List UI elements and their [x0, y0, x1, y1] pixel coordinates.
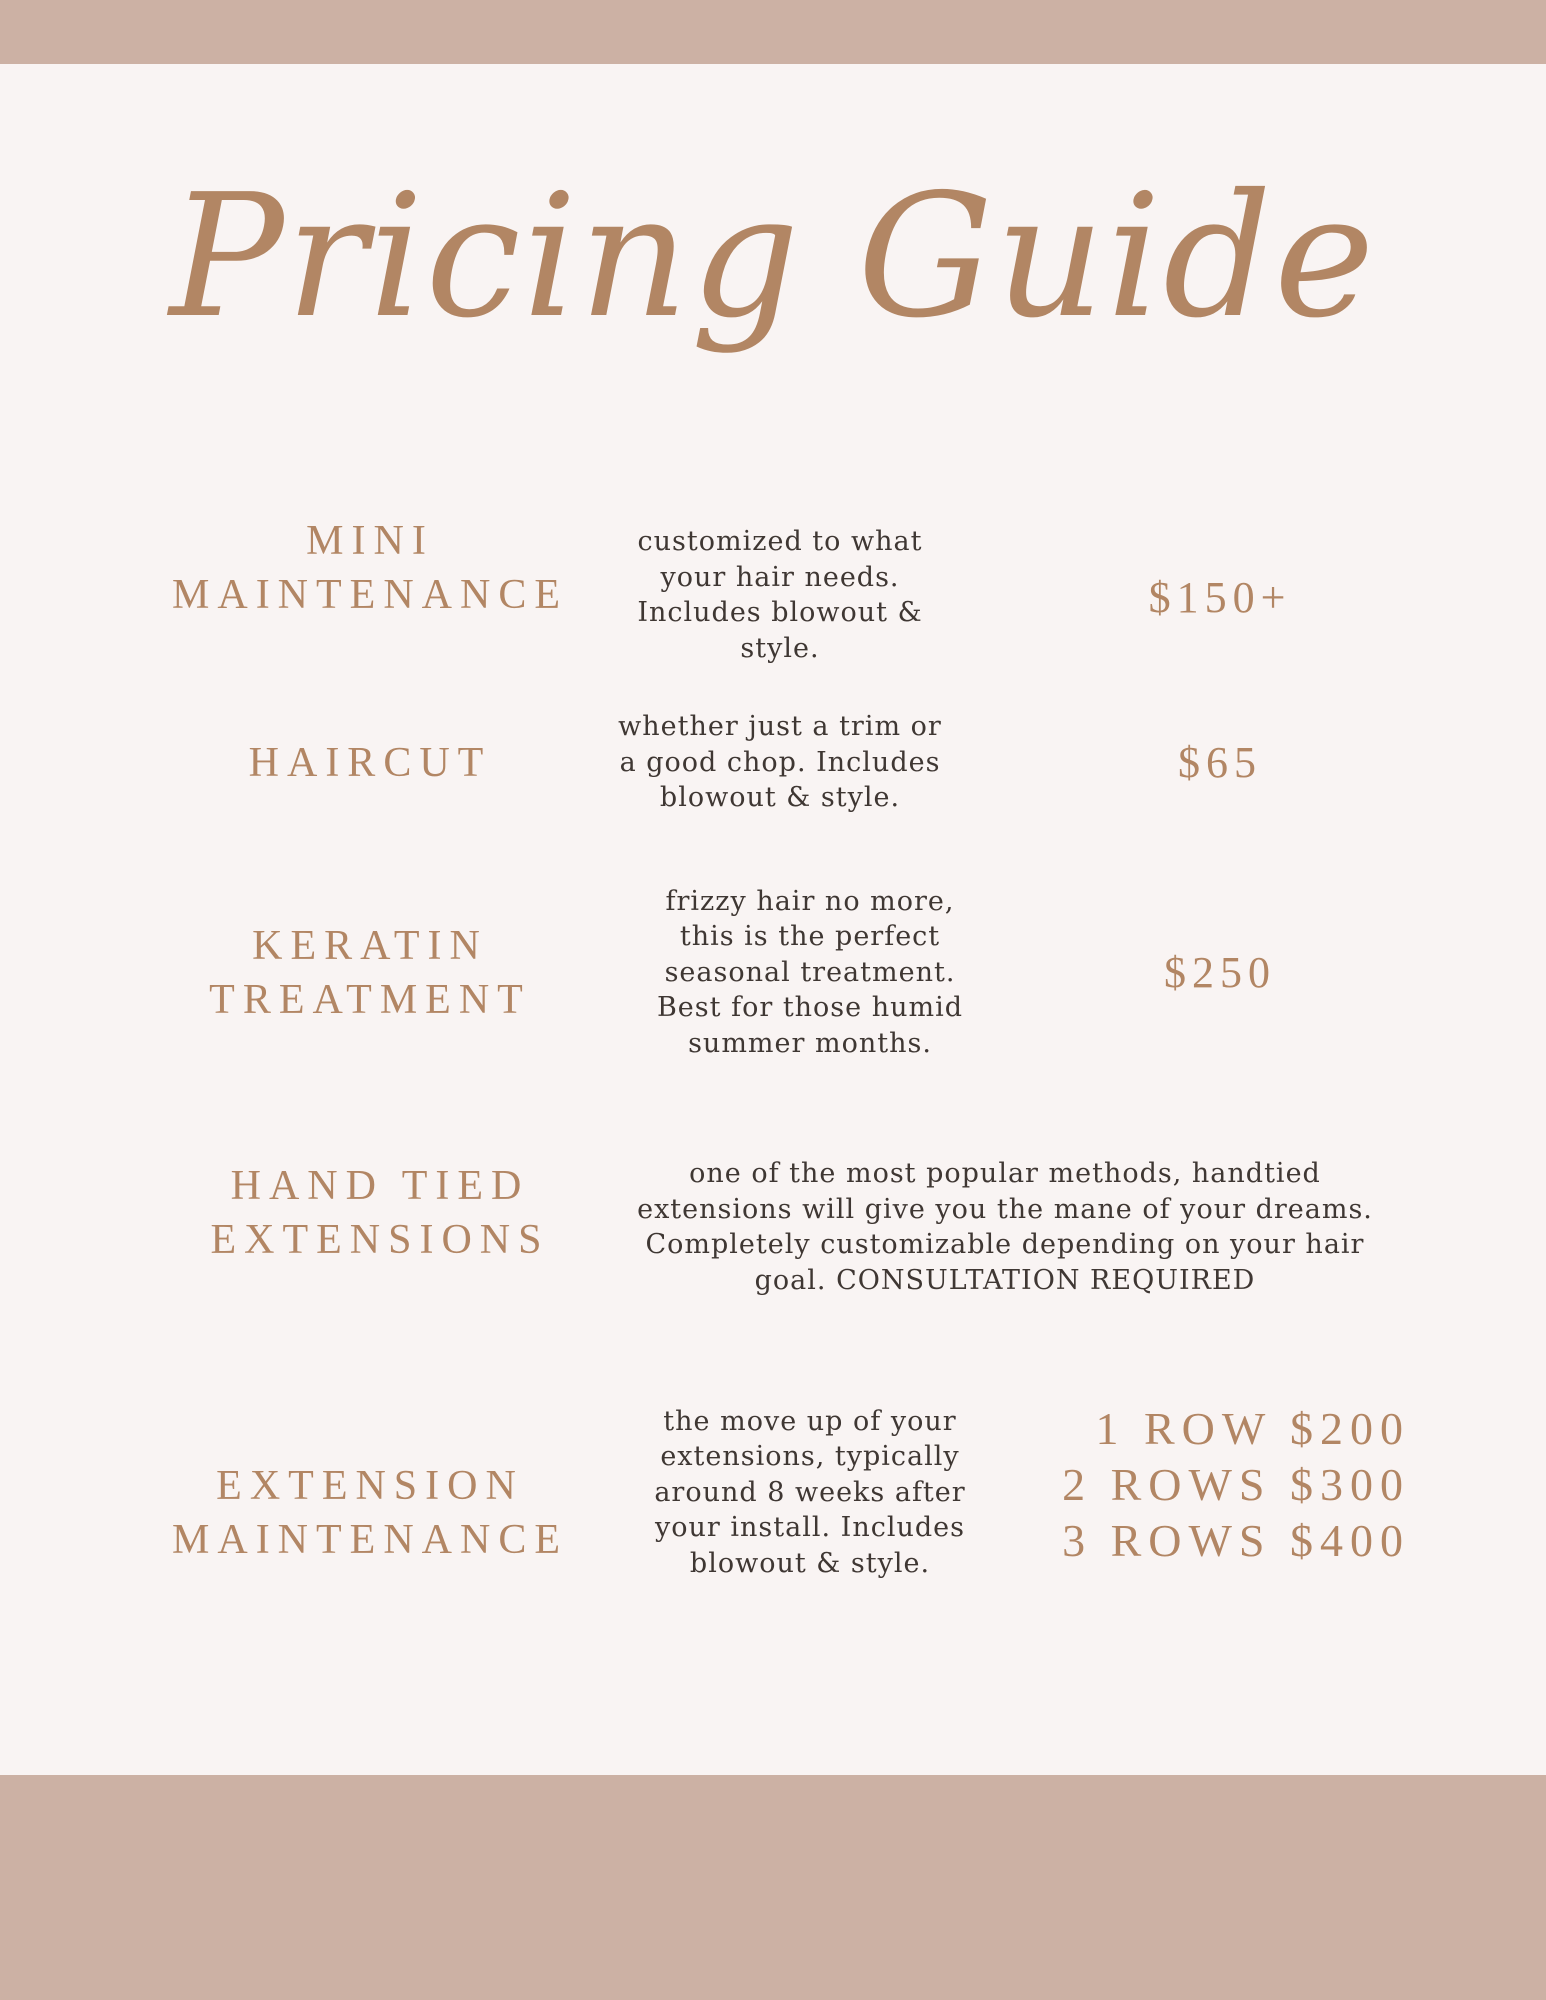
page-title-script [0, 150, 1546, 450]
service-name-hand-tied-extensions: HAND TIED EXTENSIONS [210, 1162, 550, 1263]
service-price-mini-maintenance: $150+ [1148, 572, 1292, 622]
service-name-keratin-treatment: KERATIN TREATMENT [209, 922, 531, 1023]
page-title-text: Pricing Guide [169, 158, 1377, 356]
price-option-2-rows: 2 ROWS $300 [1062, 1459, 1410, 1510]
service-name-mini-maintenance: MINI MAINTENANCE [172, 517, 568, 618]
page-title [0, 150, 1546, 450]
price-option-3-rows: 3 ROWS $400 [1062, 1515, 1410, 1566]
service-description-keratin-treatment: frizzy hair no more, this is the perfect seasonal treatment. Best for those humid summer months. [656, 885, 964, 1059]
service-price-list-extension-maintenance [1000, 1400, 1410, 1570]
service-description-mini-maintenance: customized to what your hair needs. Includes blowout & style. [637, 526, 923, 664]
service-name-haircut: HAIRCUT [248, 739, 492, 786]
service-name-extension-maintenance: EXTENSION MAINTENANCE [172, 1462, 568, 1563]
service-price-keratin-treatment: $250 [1164, 947, 1276, 997]
service-description-hand-tied-extensions: one of the most popular methods, handtied extensions will give you the mane of your dreams. Completely customizable depending on your hair goal. CONSULTATION REQUIRED [637, 1158, 1373, 1296]
service-price-haircut: $65 [1178, 737, 1262, 787]
bottom-band [0, 1775, 1546, 2000]
service-description-extension-maintenance: the move up of your extensions, typically around 8 weeks after your install. Includes blowout & style. [654, 1405, 966, 1579]
service-description-haircut: whether just a trim or a good chop. Includes blowout & style. [618, 711, 942, 814]
top-band [0, 0, 1546, 64]
price-option-1-row: 1 ROW $200 [1095, 1403, 1410, 1454]
